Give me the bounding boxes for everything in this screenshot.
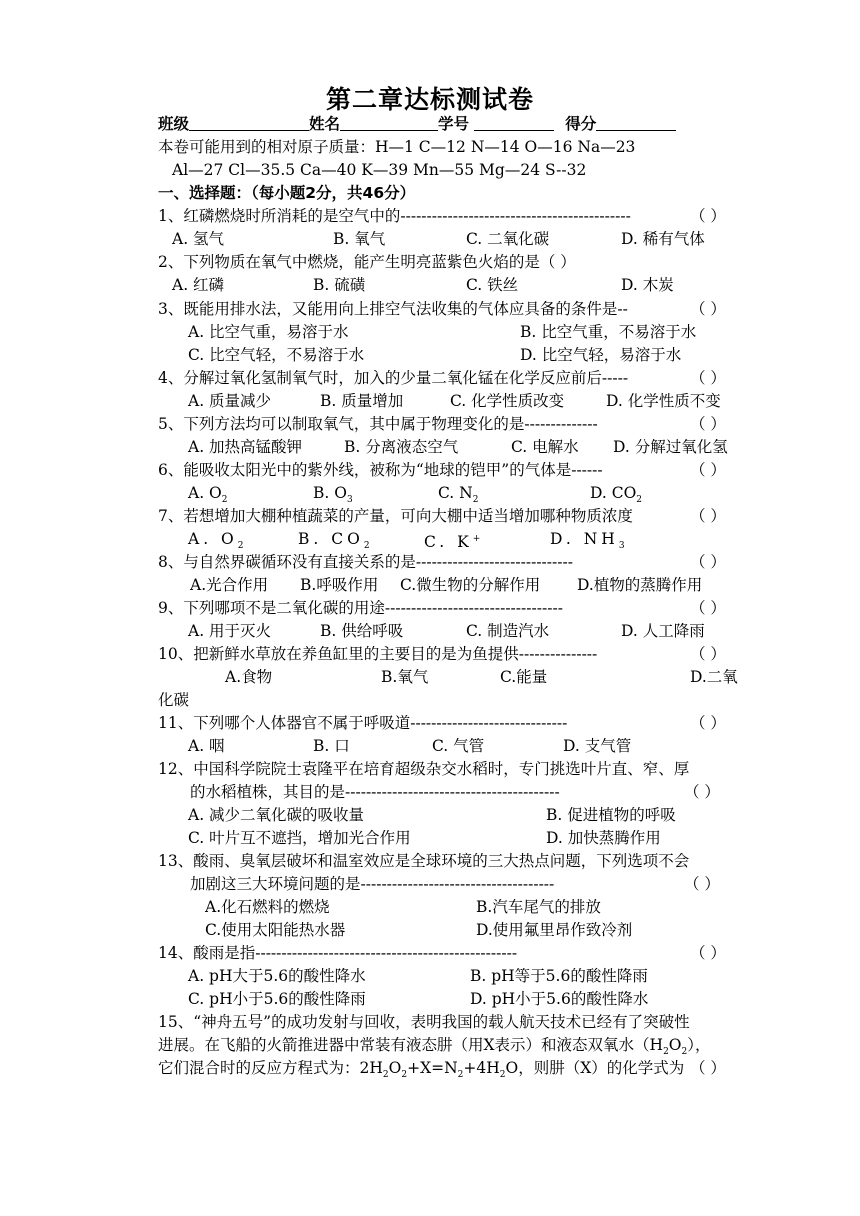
option-d: D. 稀有气体 xyxy=(621,230,705,248)
question-stem: 12、中国科学院院士袁隆平在培育超级杂交水稻时，专门挑选叶片直、窄、厚 xyxy=(158,760,690,778)
option-c: C. 铁丝 xyxy=(466,276,519,294)
name-blank[interactable] xyxy=(340,114,438,131)
option-b: B. 分离液态空气 xyxy=(344,438,459,456)
option-a: A. pH大于5.6的酸性降水 xyxy=(188,967,366,985)
option-a: A. 咽 xyxy=(188,737,225,755)
option-c: C. 电解水 xyxy=(511,438,579,456)
option-c: C. $N_2$ xyxy=(438,484,479,506)
option-c: C. 气管 xyxy=(432,737,485,755)
option-a: A. 比空气重，易溶于水 xyxy=(188,323,349,341)
option-a: A.光合作用 xyxy=(190,576,269,594)
option-a: A. 红磷 xyxy=(172,276,225,294)
option-d: D. 支气管 xyxy=(563,737,632,755)
option-d: D.使用氟里昂作致冷剂 xyxy=(476,921,633,939)
option-a: A. 减少二氧化碳的吸收量 xyxy=(188,806,365,824)
id-blank[interactable] xyxy=(474,114,554,131)
answer-paren[interactable]: （ ） xyxy=(690,369,726,387)
option-b: B. 比空气重，不易溶于水 xyxy=(520,323,697,341)
name-label: 姓名 xyxy=(309,115,341,133)
option-c: C.能量 xyxy=(500,668,548,686)
option-a: A. 加热高锰酸钾 xyxy=(188,438,303,456)
option-a: A. 用于灭火 xyxy=(188,622,272,640)
id-label: 学号 xyxy=(438,115,470,133)
question-stem: 15、“神舟五号”的成功发射与回收，表明我国的载人航天技术已经有了突破性 xyxy=(158,1013,690,1031)
option-d: D. pH小于5.6的酸性降水 xyxy=(470,990,649,1008)
option-a: A. 质量减少 xyxy=(188,392,272,410)
option-d: D.植物的蒸腾作用 xyxy=(577,576,703,594)
option-d: D. 人工降雨 xyxy=(621,622,705,640)
option-b: B.汽车尾气的排放 xyxy=(476,898,601,916)
option-d: D. 木炭 xyxy=(621,276,674,294)
option-b: B.氧气 xyxy=(381,668,429,686)
score-label: 得分 xyxy=(565,115,597,133)
option-b: B. 促进植物的呼吸 xyxy=(546,806,676,824)
option-c: C. K+ xyxy=(424,533,485,552)
question-stem-cont: 的水稻植株，其目的是----------------------------------------- xyxy=(190,783,560,801)
question-stem: 6、能吸收太阳光中的紫外线，被称为“地球的铠甲”的气体是------ xyxy=(158,461,603,479)
option-a: A.化石燃料的燃烧 xyxy=(205,898,330,916)
option-b: B.呼吸作用 xyxy=(300,576,379,594)
answer-paren[interactable]: （ ） xyxy=(690,944,726,962)
option-a: A. 氢气 xyxy=(172,230,225,248)
option-d: D. $NH_3$ xyxy=(550,530,629,552)
question-stem-cont: 进展。在飞船的火箭推进器中常装有液态肼（用X表示）和液态双氧水$(H_2O_2)$， xyxy=(158,1036,711,1058)
answer-paren[interactable]: （ ） xyxy=(690,1059,726,1077)
score-blank[interactable] xyxy=(596,114,676,131)
option-c: C. 制造汽水 xyxy=(466,622,550,640)
option-c: C. 叶片互不遮挡，增加光合作用 xyxy=(188,829,411,847)
question-stem: 14、酸雨是指-------------------------------------------------- xyxy=(158,944,518,962)
option-c: C. 化学性质改变 xyxy=(450,392,565,410)
section-heading: 一、选择题：（每小题2分，共46分） xyxy=(158,184,416,202)
answer-paren[interactable]: （ ） xyxy=(690,645,726,663)
question-stem: 5、下列方法均可以制取氧气，其中属于物理变化的是-------------- xyxy=(158,415,598,433)
atomic-masses-line2: Al—27 Cl—35.5 Ca—40 K—39 Mn—55 Mg—24 S--32 xyxy=(172,161,587,179)
answer-paren[interactable]: （ ） xyxy=(690,207,726,225)
class-label: 班级 xyxy=(158,115,190,133)
question-stem: 3、既能用排水法，又能用向上排空气法收集的气体应具备的条件是-- xyxy=(158,300,628,318)
answer-paren[interactable]: （ ） xyxy=(690,415,726,433)
answer-paren[interactable]: （ ） xyxy=(690,599,726,617)
option-a: A. $O_2$ xyxy=(188,530,248,552)
option-d: D.二氧 xyxy=(690,668,738,686)
option-b: B. 质量增加 xyxy=(320,392,404,410)
student-info-line xyxy=(158,113,676,135)
question-stem: 13、酸雨、臭氧层破坏和温室效应是全球环境的三大热点问题，下列选项不会 xyxy=(158,852,690,870)
answer-paren[interactable]: （ ） xyxy=(684,875,720,893)
answer-paren[interactable]: （ ） xyxy=(690,714,726,732)
option-c: C. pH小于5.6的酸性降雨 xyxy=(188,990,366,1008)
page-title: 第二章达标测试卷 xyxy=(325,85,534,114)
question-stem-cont: 加剧这三大环境问题的是------------------------------------- xyxy=(190,875,555,893)
question-stem: 10、把新鲜水草放在养鱼缸里的主要目的是为鱼提供--------------- xyxy=(158,645,598,663)
option-d: D. 分解过氧化氢 xyxy=(613,438,728,456)
class-blank[interactable] xyxy=(189,114,309,131)
question-stem: 4、分解过氧化氢制氧气时，加入的少量二氧化锰在化学反应前后----- xyxy=(158,369,629,387)
option-b: B. $O_3$ xyxy=(313,484,353,506)
question-stem: 11、下列哪个人体器官不属于呼吸道------------------------------ xyxy=(158,714,568,732)
answer-paren[interactable]: （ ） xyxy=(690,461,726,479)
option-c: C. 二氧化碳 xyxy=(466,230,550,248)
answer-paren[interactable]: （ ） xyxy=(690,553,726,571)
option-a: A.食物 xyxy=(225,668,273,686)
option-c: C.微生物的分解作用 xyxy=(400,576,541,594)
question-stem-cont: 它们混合时的反应方程式为：$2H_2O_2+X=N_2+4H_2O$，则肼（X）的化学式为 xyxy=(158,1059,685,1081)
option-d-wrap: 化碳 xyxy=(158,691,190,709)
option-d: D. 加快蒸腾作用 xyxy=(546,829,661,847)
question-stem: 1、红磷燃烧时所消耗的是空气中的-------------------------------------------- xyxy=(158,207,631,225)
question-stem: 9、下列哪项不是二氧化碳的用途---------------------------------- xyxy=(158,599,563,617)
option-d: D. $CO_2$ xyxy=(590,484,643,506)
option-c: C.使用太阳能热水器 xyxy=(205,921,346,939)
option-d: D. 比空气轻，易溶于水 xyxy=(520,346,682,364)
option-a: A. $O_2$ xyxy=(188,484,228,506)
option-b: B. 口 xyxy=(313,737,350,755)
option-b: B. 氧气 xyxy=(333,230,386,248)
answer-paren[interactable]: （ ） xyxy=(690,507,726,525)
option-b: B. 硫磺 xyxy=(313,276,366,294)
atomic-masses-line1: 本卷可能用到的相对原子质量：H—1 C—12 N—14 O—16 Na—23 xyxy=(158,138,636,156)
answer-paren[interactable]: （ ） xyxy=(690,300,726,318)
option-d: D. 化学性质不变 xyxy=(606,392,721,410)
option-c: C. 比空气轻，不易溶于水 xyxy=(188,346,365,364)
option-b: B. pH等于5.6的酸性降雨 xyxy=(470,967,648,985)
question-stem: 7、若想增加大棚种植蔬菜的产量，可向大棚中适当增加哪种物质浓度 xyxy=(158,507,633,525)
question-stem: 2、下列物质在氧气中燃烧，能产生明亮蓝紫色火焰的是（ ） xyxy=(158,253,576,271)
option-b: B. 供给呼吸 xyxy=(320,622,404,640)
question-stem: 8、与自然界碳循环没有直接关系的是------------------------------ xyxy=(158,553,573,571)
answer-paren[interactable]: （ ） xyxy=(684,783,720,801)
option-b: B. $CO_2$ xyxy=(298,530,374,552)
